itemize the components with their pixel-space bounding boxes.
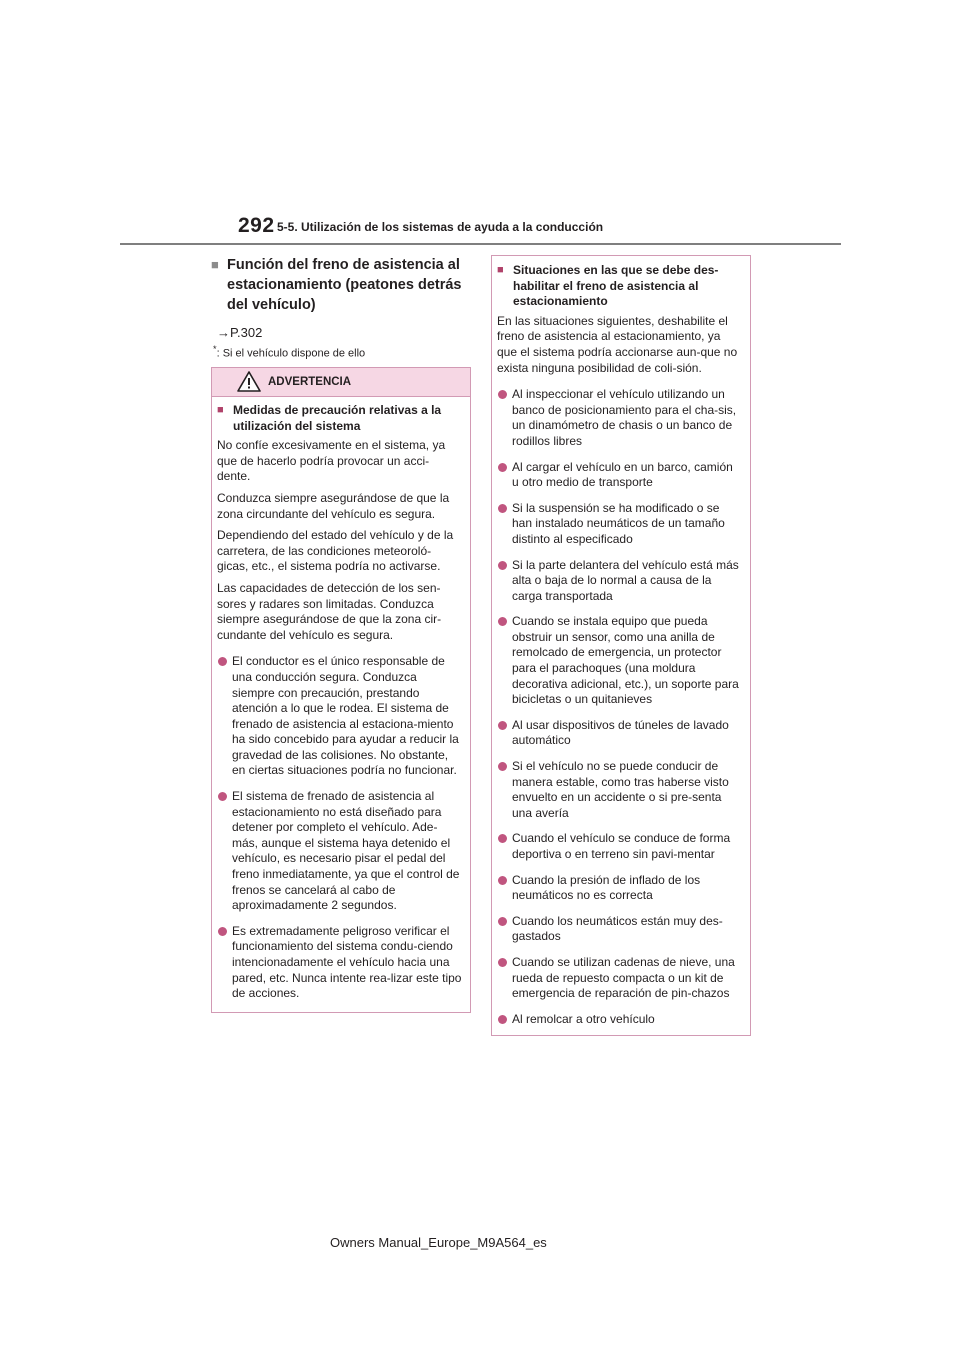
warning-bullet [217, 789, 462, 914]
bullet-dot-icon [498, 917, 507, 926]
situation-text: Cuando se instala equipo que pueda obstruir un sensor, como una anilla de remolcado de emergencia, un protector para el parachoques (una moldura decorativa adicional, etc.), un soporte para bicicletas o un quitanieves [512, 614, 739, 707]
situation-bullet [497, 718, 742, 749]
warning-box [211, 367, 471, 1013]
situations-box [491, 255, 751, 1036]
situation-text: Si el vehículo no se puede conducir de manera estable, como tras haberse visto envuelto en un accidente o si pre-senta una avería [512, 759, 729, 820]
warning-paragraph: Dependiendo del estado del vehículo y de la carretera, de las condiciones meteoroló-gicas, etc., el sistema podría no activarse. [217, 528, 454, 574]
page-number: 292 [238, 214, 275, 237]
warning-body [212, 397, 470, 1012]
header-divider [120, 243, 841, 245]
situations-heading [497, 263, 742, 310]
situation-text: Al inspeccionar el vehículo utilizando un banco de posicionamiento para el cha-sis, un dinamómetro de chasis o un banco de rodillos libres [512, 387, 737, 448]
square-bullet-icon: ■ [217, 404, 224, 416]
situation-text: Al remolcar a otro vehículo [512, 1011, 655, 1026]
warning-bullet [217, 924, 462, 1002]
bullet-dot-icon [498, 463, 507, 472]
warning-bullet-text: El conductor es el único responsable de una conducción segura. Conduzca siempre con precaución, prestando atención a lo que le rodea. El sistema de frenado de asistencia al estaciona-miento ha sido concebido para ayudar a reducir la gravedad de las colisiones. No obstante, en ciertas situaciones podría no funcionar. [232, 654, 459, 778]
left-column [211, 255, 469, 360]
situations-body [492, 256, 750, 1035]
section-heading-text: Función del freno de asistencia al estacionamiento (peatones detrás del vehículo) [227, 257, 462, 313]
situation-text: Cuando se utilizan cadenas de nieve, una rueda de repuesto compacta o un kit de emergencia de reparación de pin-chazos [512, 954, 735, 1001]
bullet-dot-icon [498, 834, 507, 843]
situation-bullet [497, 387, 742, 449]
bullet-dot-icon [498, 390, 507, 399]
square-bullet-icon: ■ [211, 257, 219, 272]
page-reference: →P.302 [217, 325, 263, 340]
situation-bullet [497, 1012, 742, 1028]
warning-bullet-text: Es extremadamente peligroso verificar el funcionamiento del sistema condu-ciendo intencionadamente el vehículo hacia una pared, etc. Nunca intente rea-lizar este tipo de acciones. [232, 923, 462, 1001]
bullet-dot-icon [498, 561, 507, 570]
bullet-dot-icon [218, 927, 227, 936]
bullet-dot-icon [498, 721, 507, 730]
section-heading [211, 255, 469, 315]
bullet-dot-icon [218, 792, 227, 801]
situation-text: Cuando los neumáticos están muy des-gastados [512, 913, 723, 944]
bullet-dot-icon [498, 958, 507, 967]
bullet-dot-icon [498, 1015, 507, 1024]
situation-bullet [497, 955, 742, 1002]
situation-bullet [497, 873, 742, 904]
warning-paragraph: Conduzca siempre asegurándose de que la zona circundante del vehículo es segura. [217, 490, 450, 521]
warning-bullet-text: El sistema de frenado de asistencia al estacionamiento no está diseñado para detener por completo el vehículo. Ade-más, aunque el sistema haya detenido el vehículo, es necesario pisar el pedal del freno inmediatamente, ya que el control de frenos se cancelará al cabo de aproximadamente 2 segundos. [232, 789, 460, 913]
bullet-dot-icon [218, 657, 227, 666]
bullet-dot-icon [498, 504, 507, 513]
warning-triangle-icon [237, 371, 261, 392]
warning-header [212, 368, 470, 397]
square-bullet-icon: ■ [497, 264, 504, 276]
warning-label: ADVERTENCIA [268, 376, 352, 388]
situation-text: Cuando la presión de inflado de los neumáticos no es correcta [512, 872, 701, 903]
footnote-text: : Si el vehículo dispone de ello [216, 347, 366, 360]
footer-text: Owners Manual_Europe_M9A564_es [330, 1235, 547, 1250]
situation-bullet [497, 460, 742, 491]
situation-text: Cuando el vehículo se conduce de forma deportiva o en terreno sin pavi-mentar [512, 831, 731, 861]
bullet-dot-icon [498, 617, 507, 626]
section-title: 5-5. Utilización de los sistemas de ayuda a la conducción [277, 220, 604, 234]
warning-subheading-text: Medidas de precaución relativas a la utilización del sistema [233, 403, 442, 433]
situation-bullet [497, 831, 742, 862]
situation-bullet [497, 614, 742, 708]
warning-paragraph: No confíe excesivamente en el sistema, ya que de hacerlo podría provocar un acci-dente. [217, 438, 446, 484]
warning-subheading [217, 403, 462, 434]
situations-heading-text: Situaciones en las que se debe des-habilitar el freno de asistencia al estacionamiento [513, 263, 719, 309]
bullet-dot-icon [498, 762, 507, 771]
footnote [213, 344, 469, 360]
situation-bullet [497, 558, 742, 605]
situation-bullet [497, 501, 742, 548]
situations-intro: En las situaciones siguientes, deshabilite el freno de asistencia al estacionamiento, ya que el sistema podría accionarse aun-que no exista ninguna posibilidad de coli-sión. [497, 313, 738, 375]
situation-bullet [497, 914, 742, 945]
situation-text: Si la parte delantera del vehículo está más alta o baja de lo normal a causa de la carga transportada [512, 557, 739, 603]
warning-bullet [217, 654, 462, 779]
situation-text: Al cargar el vehículo en un barco, camión u otro medio de transporte [512, 459, 733, 490]
bullet-dot-icon [498, 876, 507, 885]
situation-bullet [497, 759, 742, 821]
footnote-mark: * [213, 344, 217, 354]
situation-text: Al usar dispositivos de túneles de lavado automático [512, 717, 729, 748]
warning-paragraph: Las capacidades de detección de los sen-sores y radares son limitadas. Conduzca siempre asegurándose de que la zona cir-cundante del vehículo es segura. [217, 580, 442, 642]
situation-text: Si la suspensión se ha modificado o se han instalado neumáticos de un tamaño distinto al especificado [512, 500, 725, 546]
